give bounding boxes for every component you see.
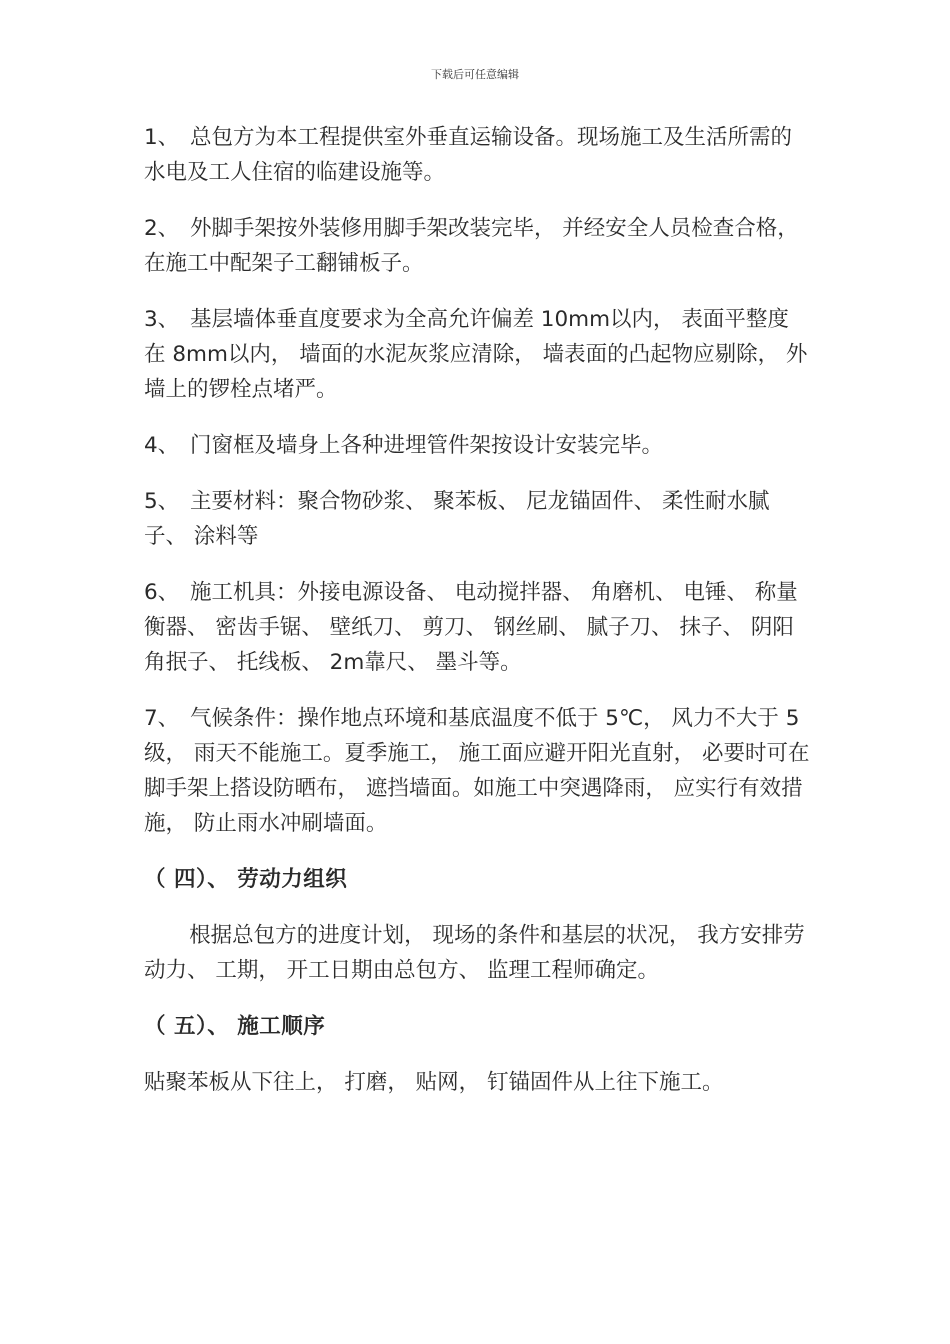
document-body [144, 120, 810, 1121]
item-text: 门窗框及墙身上各种进埋管件架按设计安装完毕。 [189, 433, 663, 458]
item-number: 3、 [144, 307, 180, 332]
list-item-6 [144, 575, 810, 680]
item-text: 基层墙体垂直度要求为全高允许偏差 10mm以内， 表面平整度在 8mm以内， 墙面的水泥灰浆应清除， 墙表面的凸起物应剔除， 外墙上的锣栓点堵严。 [144, 307, 808, 402]
section-body-4: 根据总包方的进度计划， 现场的条件和基层的状况， 我方安排劳动力、 工期， 开工日期由总包方、 监理工程师确定。 [144, 923, 805, 983]
list-item-1 [144, 120, 810, 190]
item-number: 6、 [144, 580, 180, 605]
section-heading-4: （ 四）、 劳动力组织 [144, 867, 348, 892]
section-heading-5: （ 五）、 施工顺序 [144, 1014, 326, 1039]
item-number: 5、 [144, 489, 180, 514]
section-body-5: 贴聚苯板从下往上， 打磨， 贴网， 钉锚固件从上往下施工。 [144, 1070, 724, 1095]
item-number: 7、 [144, 706, 180, 731]
item-text: 施工机具：外接电源设备、 电动搅拌器、 角磨机、 电锤、 称量衡器、 密齿手锯、 壁纸刀、 剪刀、 钢丝刷、 腻子刀、 抹子、 阴阳角抿子、 托线板、 2m靠尺、 墨斗等。 [144, 580, 798, 675]
item-text: 气候条件：操作地点环境和基底温度不低于 5℃， 风力不大于 5 级， 雨天不能施工。夏季施工， 施工面应避开阳光直射， 必要时可在脚手架上搭设防晒布， 遮挡墙面。如施工中突遇降雨， 应实行有效措施， 防止雨水冲刷墙面。 [144, 706, 810, 836]
item-number: 4、 [144, 433, 180, 458]
item-number: 1、 [144, 125, 180, 150]
item-text: 主要材料：聚合物砂浆、 聚苯板、 尼龙锚固件、 柔性耐水腻子、 涂料等 [144, 489, 770, 549]
item-text: 总包方为本工程提供室外垂直运输设备。现场施工及生活所需的水电及工人住宿的临建设施等。 [144, 125, 792, 185]
list-item-2 [144, 211, 810, 281]
list-item-7 [144, 701, 810, 841]
list-item-5 [144, 484, 810, 554]
list-item-3 [144, 302, 810, 407]
list-item-4 [144, 428, 810, 463]
item-text: 外脚手架按外装修用脚手架改装完毕， 并经安全人员检查合格， 在施工中配架子工翻铺板子。 [144, 216, 799, 276]
page-header: 下载后可任意编辑 [431, 68, 519, 81]
item-number: 2、 [144, 216, 180, 241]
